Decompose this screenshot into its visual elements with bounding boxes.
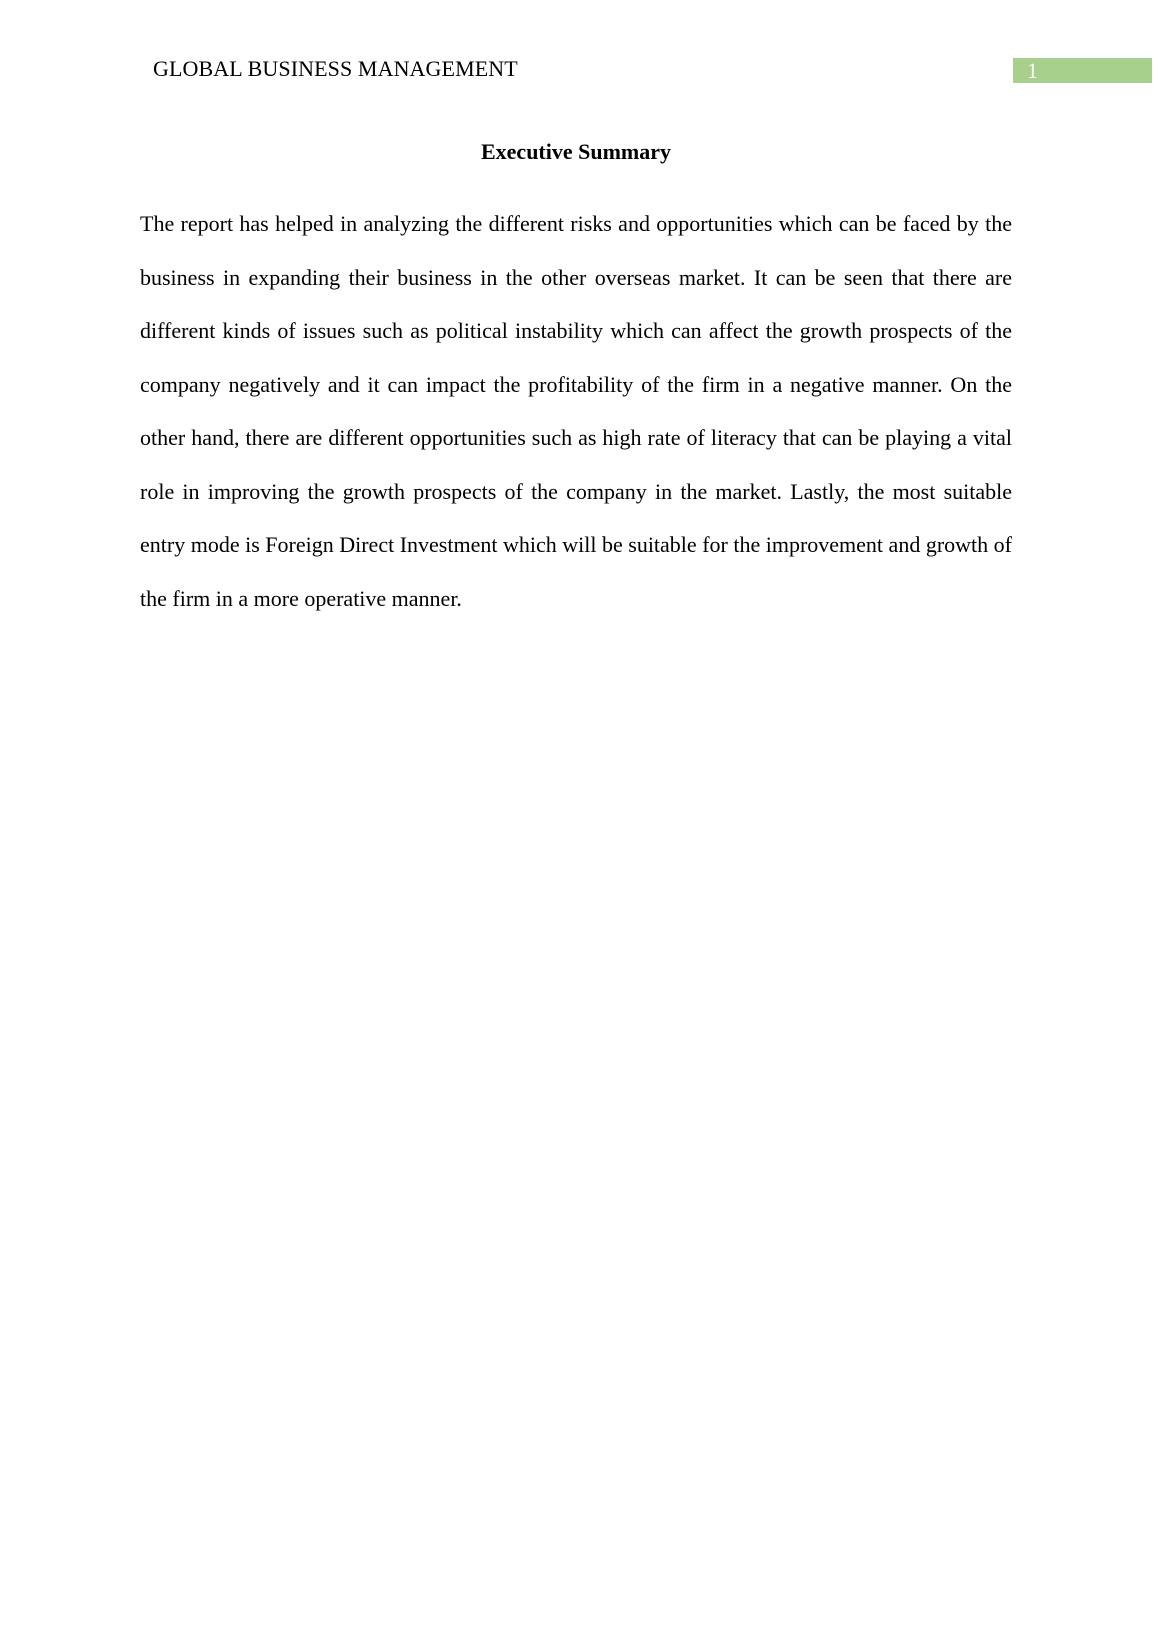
page-number-badge — [1013, 58, 1152, 83]
section-heading: Executive Summary — [480, 139, 672, 164]
running-header-title: GLOBAL BUSINESS MANAGEMENT — [153, 56, 518, 81]
page-number: 1 — [1027, 58, 1038, 83]
body-paragraph: The report has helped in analyzing the different risks and opportunities which can be faced by the business in expanding their business in the other overseas market. It can be seen that there are different kinds of issues such as political instability which can affect the growth prospects of the company negatively and it can impact the profitability of the firm in a negative manner. On the other hand, there are different opportunities such as high rate of literacy that can be playing a vital role in improving the growth prospects of the company in the market. Lastly, the most suitable entry mode is Foreign Direct Investment which will be suitable for the improvement and growth of the firm in a more operative manner. — [140, 211, 1012, 611]
